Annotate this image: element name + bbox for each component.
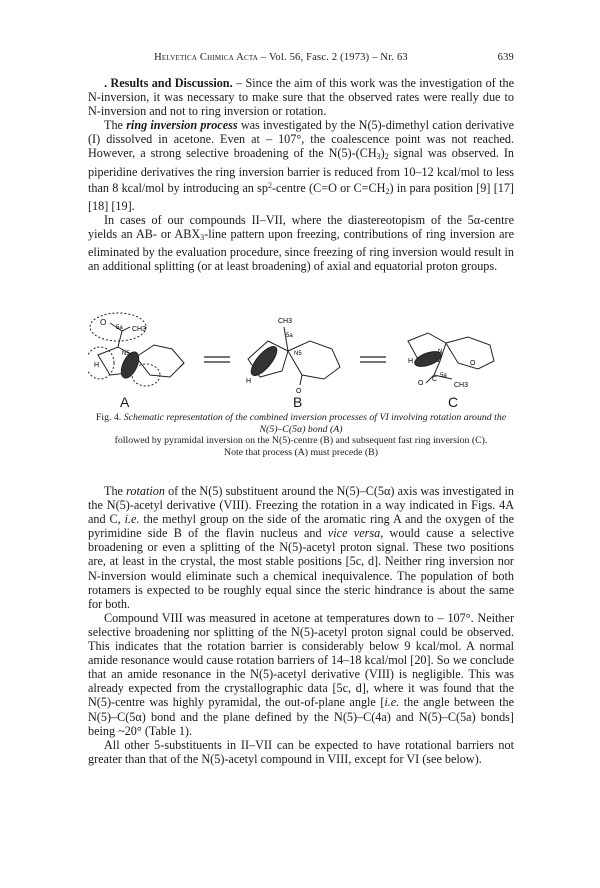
atom-label-h-b: H — [246, 378, 252, 385]
p4-a: The — [104, 484, 127, 498]
panel-label-c: C — [448, 394, 459, 410]
journal-name: Helvetica Chimica Acta — [154, 52, 259, 63]
p2-sub: 3 — [376, 152, 381, 162]
running-header — [88, 52, 514, 66]
atom-label-o2-c: O — [418, 380, 424, 387]
page-number: 639 — [497, 52, 514, 63]
p2-sub3: 2 — [385, 186, 390, 196]
p4-emphasis: rotation — [126, 484, 165, 498]
p3-a: In cases of our compounds II–VII, where the diastereotopism of the 5α-centre yields an AB- or ABX — [88, 212, 514, 241]
p2-a: The — [104, 118, 127, 133]
caption-lead: Fig. 4. — [95, 412, 122, 423]
p2-f: ) in para position [9] [17] [18] [19]. — [88, 180, 514, 213]
p5-a: Compound VIII was measured in acetone at temperatures down to – 107°. Neither selective broadening nor splitting of the N(5)-acetyl proton signal could be observed. This indicates that the rotation barrier is considerably below 9 kcal/mol. A normal amide resonance would cause rotation barriers of 14–18 kcal/mol [20]. So we conclude that an amide resonance in the N(5)-acetyl derivative (VIII) is negligible. This was already expected from the crystallographic data [5c, d], where it was found that the N(5)-centre was highly pyramidal, the out-of-plane angle [ — [88, 610, 514, 710]
paragraph-2 — [88, 118, 514, 213]
paragraph-4 — [88, 484, 514, 611]
paragraph-6: All other 5-substituents in II–VII can be expected to have rotational barriers not greater than that of the N(5)-acetyl compound in VIII, except for VI (see below). — [88, 737, 514, 766]
figure-caption — [88, 412, 514, 458]
atom-label-n5-b: N5 — [294, 351, 302, 357]
p4-d: , would cause a selective broadening or even a splitting of the N(5)-acetyl proton signal. These two positions are, at least in the crystal, the most stable positions [5c, d]. Neither ring inversion nor N-inversion would eliminate such a chemical inequivalence. The population of both rotamers is expected to be roughly equal since the steric hindrance is about the same for both. — [88, 526, 514, 611]
paragraph-3 — [88, 213, 514, 273]
figure-panel-labels — [88, 394, 514, 410]
p2-emphasis: ring inversion process — [126, 118, 238, 133]
caption-emphasis: Schematic representation of the combined inversion processes of VI involving rotation around the N(5)–C(5α) bond (A) — [123, 412, 507, 435]
atom-label-ch3-c: CH3 — [454, 382, 469, 389]
p5-em: i.e. — [384, 695, 400, 710]
atom-label-h: H — [94, 362, 100, 369]
p2-e: -centre (C=O or C=CH — [271, 180, 386, 195]
atom-label-n-c: N — [438, 349, 443, 355]
p2-sub2: 2 — [384, 152, 389, 162]
atom-label-c-c: C — [432, 376, 438, 383]
atom-label-o: O — [100, 318, 107, 327]
paragraph-1 — [88, 76, 514, 118]
p1-text: – Since the aim of this work was the investigation of the N-inversion, it was necessary to make sure that the observed rates were really due to N-inversion and not to ring inversion or rotation. — [88, 76, 514, 119]
atom-label-h-c: H — [408, 358, 414, 365]
p3-b: -line pattern upon freezing, contributions of ring inversion are eliminated by the evaluation procedure, since freezing of ring inversion would result in an additional splitting (or at least broadening) of axial and equatorial proton groups. — [88, 226, 514, 274]
p3-sub: 3 — [200, 232, 205, 242]
rotation-section — [88, 484, 514, 766]
caption-line-1 — [88, 412, 514, 435]
atom-label-ch3-b: CH3 — [278, 318, 293, 325]
paragraph-5 — [88, 611, 514, 738]
panel-label-b: B — [293, 394, 303, 410]
p2-sup: 2 — [267, 180, 272, 190]
equilibrium-arrow-1 — [204, 357, 230, 362]
atom-label-ch3: CH3 — [132, 326, 147, 333]
panel-label-a: A — [120, 394, 130, 410]
results-section-top — [88, 76, 514, 273]
atom-label-5a-c: 5a — [440, 373, 447, 379]
p4-em2: i.e. — [124, 512, 140, 527]
atom-label-5a-b: 5a — [286, 333, 293, 339]
p2-c: ) — [380, 146, 385, 161]
p4-c: the methyl group on the side of the aromatic ring A and the oxygen of the pyrimidine side B of the flavin nucleus and — [88, 512, 514, 541]
p2-b: was investigated by the N(5)-dimethyl cation derivative (I) dissolved in acetone. Even at – 107°, the coalescence point was not reached. However, a strong selective broadening of the N(5)-(CH — [88, 118, 515, 161]
section-heading: . Results and Discussion. — [104, 76, 233, 90]
volume-info: – Vol. 56, Fasc. 2 (1973) – Nr. 63 — [260, 52, 408, 63]
caption-line-2: followed by pyramidal inversion on the N(5)-centre (B) and subsequent fast ring inversion (C). — [114, 435, 488, 446]
p4-b: of the N(5) substituent around the N(5)–C(5α) axis was investigated in the N(5)-acetyl derivative (VIII). Freezing the rotation in a way indicated in Figs. 4A and C, — [88, 484, 515, 527]
journal-citation — [88, 52, 474, 63]
atom-label-o-c: O — [470, 360, 476, 367]
structure-c — [408, 333, 494, 383]
equilibrium-arrow-2 — [360, 357, 386, 362]
p5-b: the angle between the N(5)–C(5α) bond and the plane defined by the N(5)–C(4a) and N(5)–C(5a) bonds] being ~20° (Table 1). — [88, 695, 514, 738]
atom-label-5a: 5a — [116, 325, 123, 331]
p2-d: signal was observed. In piperidine derivatives the ring inversion barrier is reduced from 10–12 kcal/mol to less than 8 kcal/mol by introducing an sp — [88, 146, 514, 195]
atom-label-o-b: O — [296, 388, 302, 395]
p4-em3: vice versa — [327, 526, 381, 541]
atom-label-n5: N5 — [122, 351, 130, 357]
caption-line-3: Note that process (A) must precede (B) — [224, 446, 378, 458]
